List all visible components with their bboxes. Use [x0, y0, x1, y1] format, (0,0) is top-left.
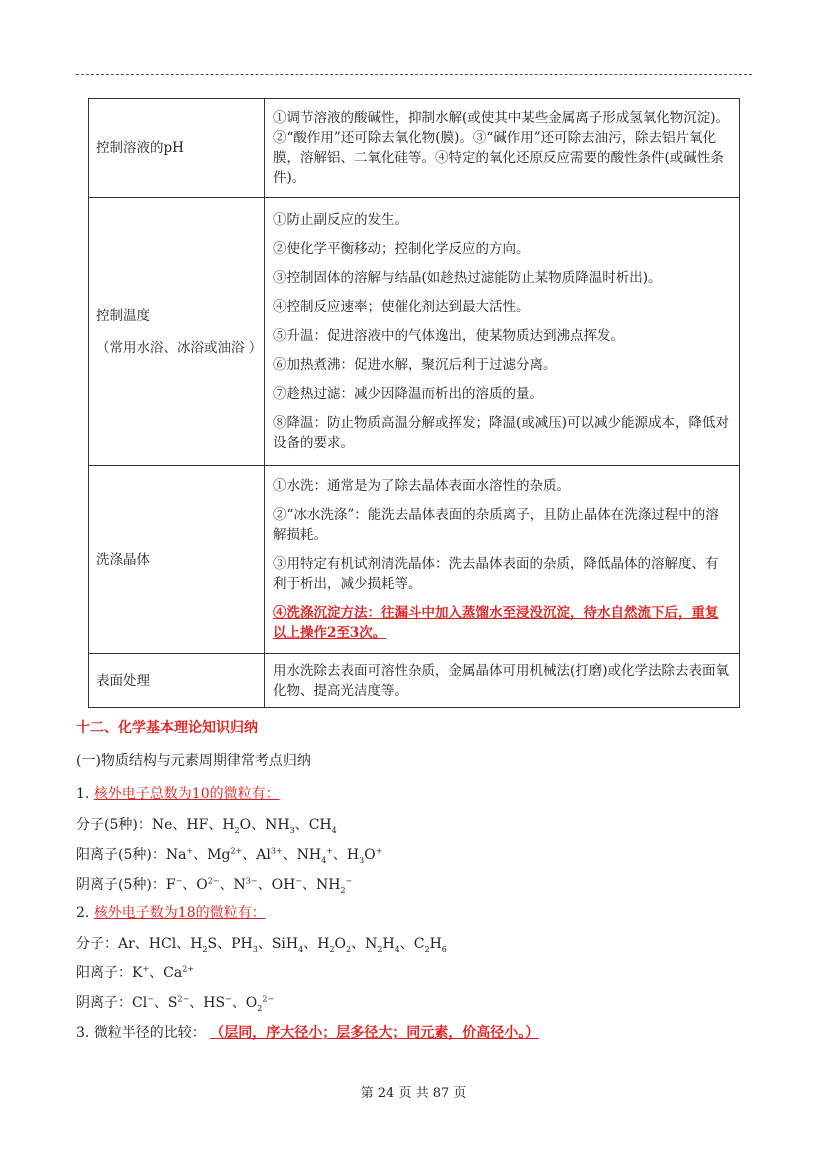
superscript: 3+ — [270, 846, 283, 856]
formula: OH — [271, 877, 296, 893]
anions-label: 阴离子(5种)： — [76, 877, 166, 893]
superscript: + — [326, 846, 333, 856]
row-label: 洗涤晶体 — [89, 466, 265, 654]
formula: N — [233, 877, 246, 893]
content-text: ①水洗：通常是为了除去晶体表面水溶性的杂质。 — [273, 478, 570, 494]
cations18-label: 阳离子： — [76, 965, 132, 981]
separator: 、 — [294, 817, 309, 833]
section-subheading: (一)物质结构与元素周期律常考点归纳 — [76, 753, 311, 769]
formula: O — [239, 817, 252, 833]
molecules-line — [76, 815, 337, 835]
content-text: ①调节溶液的酸碱性，抑制水解(或使其中某些金属离子形成氢氧化物沉淀)。②“酸作用”还可除去氧化物(膜)。③“碱作用”还可除去油污，除去铝片氧化膜，溶解铝、二氧化硅等。④特定的氧化还原反应需要的酸性条件(或碱性条件)。 — [273, 110, 730, 186]
separator: 、 — [182, 877, 197, 893]
separator: 、 — [208, 817, 223, 833]
subscript: 4 — [321, 855, 327, 865]
item-text: 微粒半径的比较： — [93, 1025, 206, 1041]
content-text: ⑦趁热过滤：减少因降温而析出的溶质的量。 — [273, 386, 543, 402]
row-label: 控制溶液的pH — [89, 99, 265, 198]
superscript: 2− — [207, 876, 220, 886]
content-text: 用水洗除去表面可溶性杂质，金属晶体可用机械法(打磨)或化学法除去表面氧化物、提高光洁度等。 — [273, 662, 730, 699]
formula: H — [222, 817, 235, 833]
formula: F — [165, 877, 176, 893]
separator: 、 — [172, 817, 187, 833]
item-3 — [76, 1023, 539, 1043]
content-text: ⑥加热煮沸：促进水解，聚沉后利于过滤分离。 — [273, 357, 557, 373]
page-number: 第 24 页 共 87 页 — [360, 1086, 467, 1101]
subscript: 2 — [234, 825, 240, 835]
content-text: ④控制反应速率；使催化剂达到最大活性。 — [273, 299, 530, 315]
formula-text: Cl−、$S^{2-}$、HS−、$O_2^{2-}$ — [132, 994, 275, 1013]
formula: O — [196, 877, 208, 893]
table-row — [89, 99, 740, 198]
content-text: ③控制固体的溶解与结晶(如趁热过滤能防止某物质降温时析出)。 — [273, 270, 662, 286]
formula: Na — [165, 847, 187, 863]
process-control-table — [88, 98, 740, 708]
separator: 、 — [257, 877, 272, 893]
content-text: ②“冰水洗涤”：能洗去晶体表面的杂质离子，且防止晶体在洗涤过程中的溶解损耗。 — [273, 507, 719, 543]
molecules18-line — [76, 934, 447, 954]
formula: O — [364, 847, 376, 863]
header-dashed-rule — [76, 74, 752, 75]
separator: 、 — [242, 847, 257, 863]
row-content — [265, 198, 740, 466]
content-text: ①防止副反应的发生。 — [273, 212, 408, 228]
item-title: 核外电子总数为10的微粒有： — [93, 786, 280, 802]
section-heading: 十二、化学基本理论知识归纳 — [76, 720, 258, 736]
superscript: 3− — [245, 876, 258, 886]
formula-text: Ar、HCl、$H_2S$、$PH_3$、SiH$_4$、$H_2O_2$、$N_2H_4$、$C_2H_6$ — [118, 936, 447, 954]
item-number: 2. — [76, 905, 90, 921]
formula: HF — [186, 817, 209, 833]
item-2 — [76, 903, 266, 923]
formula: Al — [256, 847, 271, 863]
formula: H — [346, 847, 360, 863]
content-text: ②使化学平衡移动；控制化学反应的方向。 — [273, 241, 530, 257]
anions-line — [76, 875, 352, 895]
separator: 、 — [332, 847, 347, 863]
separator: 、 — [282, 847, 297, 863]
subscript: 3 — [289, 825, 295, 835]
table-row — [89, 198, 740, 466]
anions18-line — [76, 993, 274, 1013]
cations18-line — [76, 963, 194, 983]
superscript: + — [375, 846, 383, 856]
molecules-label: 分子(5种)： — [76, 817, 152, 833]
row-label-sub: （常用水浴、冰浴或油浴 ） — [96, 339, 263, 356]
content-text: ⑧降温：防止物质高温分解或挥发；降温(或减压)可以减少能源成本，降低对设备的要求。 — [273, 415, 730, 451]
content-text: ⑤升温：促进溶液中的气体逸出，使某物质达到沸点挥发。 — [273, 328, 624, 344]
separator: 、 — [251, 817, 266, 833]
table-row — [89, 654, 740, 708]
row-content — [265, 466, 740, 654]
superscript: 2+ — [230, 846, 243, 856]
separator: 、 — [193, 847, 208, 863]
separator: 、 — [219, 877, 234, 893]
row-label — [89, 198, 265, 466]
superscript: − — [175, 876, 183, 886]
row-label-main: 控制温度 — [96, 307, 150, 324]
formula-text: K+、$Ca^{2+}$ — [132, 964, 195, 981]
table-row — [89, 466, 740, 654]
item-number: 1. — [76, 786, 90, 802]
subscript: 4 — [331, 825, 337, 835]
item-number: 3. — [76, 1025, 90, 1041]
anions18-label: 阴离子： — [76, 995, 132, 1011]
row-label: 表面处理 — [89, 654, 265, 708]
subscript: 3 — [359, 855, 365, 865]
superscript: + — [186, 846, 194, 856]
row-content — [265, 99, 740, 198]
subscript: 2 — [340, 885, 346, 895]
item-1 — [76, 784, 280, 804]
separator: 、 — [301, 877, 316, 893]
formula: NH — [296, 847, 322, 863]
formula: Ne — [151, 817, 173, 833]
formula: Mg — [207, 847, 231, 863]
content-text: ③用特定有机试剂清洗晶体：洗去晶体表面的杂质，降低晶体的溶解度、有利于析出，减少损耗等。 — [273, 556, 719, 592]
item-rule: （层同，序大径小；层多径大；同元素，价高径小。） — [210, 1025, 540, 1041]
superscript: − — [295, 876, 302, 886]
cations-label: 阳离子(5种)： — [76, 847, 166, 863]
cations-line — [76, 845, 382, 865]
formula: NH — [315, 877, 341, 893]
superscript: − — [345, 876, 353, 886]
formula: CH — [308, 817, 332, 833]
molecules18-label: 分子： — [76, 936, 118, 952]
highlight-text: ④洗涤沉淀方法：往漏斗中加入蒸馏水至浸没沉淀，待水自然流下后，重复以上操作2至3次。 — [273, 605, 719, 641]
item-title: 核外电子数为18的微粒有： — [93, 905, 266, 921]
formula: NH — [265, 817, 290, 833]
row-content — [265, 654, 740, 708]
